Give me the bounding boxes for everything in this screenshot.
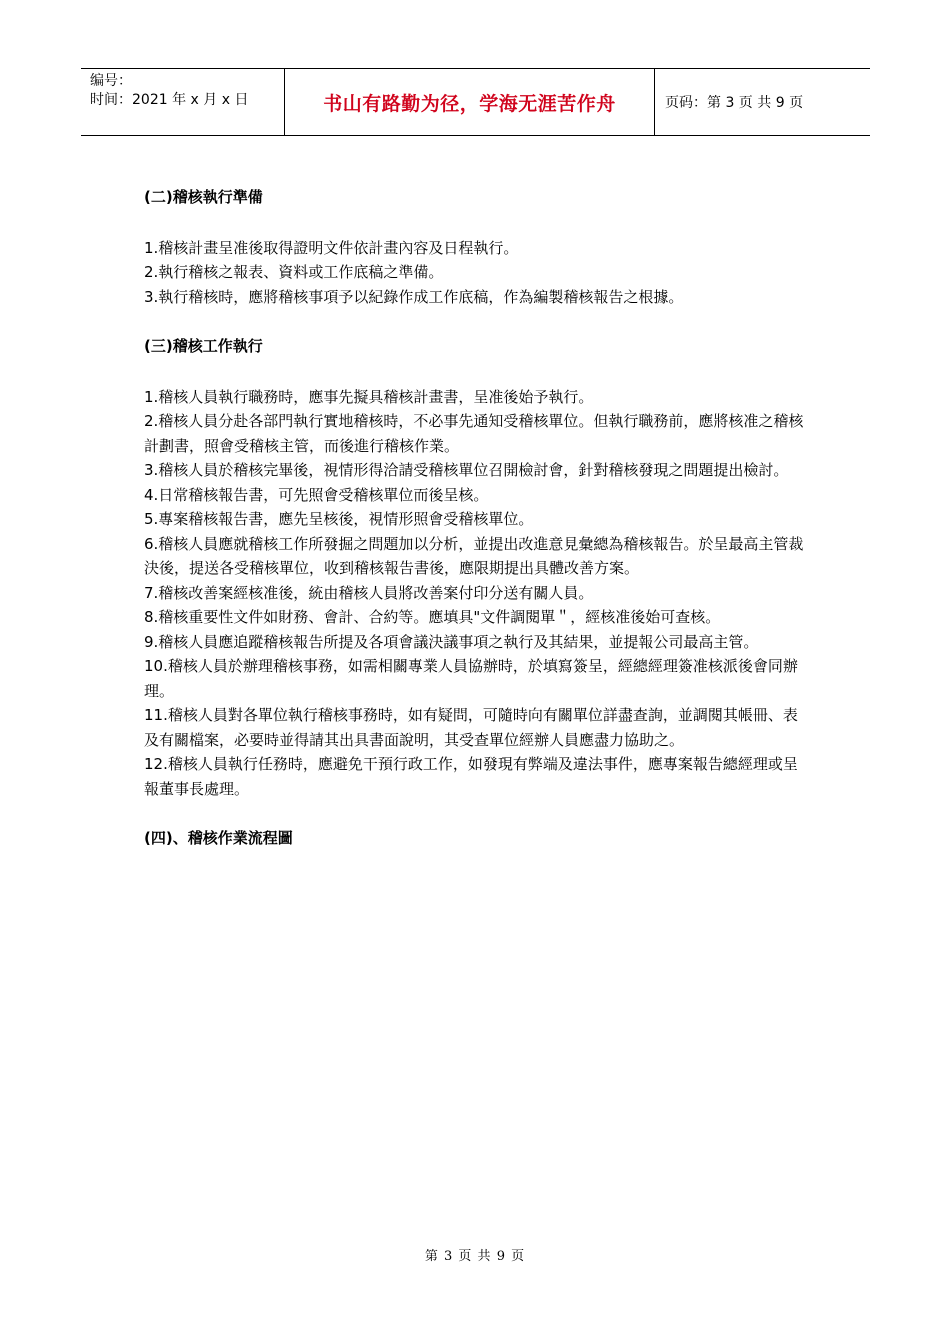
- header-motto: 书山有路勤为径，学海无涯苦作舟: [284, 69, 655, 135]
- header-page-info: 页码：第 3 页 共 9 页: [665, 95, 804, 111]
- list-item: 4.日常稽核報告書，可先照會受稽核單位而後呈核。: [144, 485, 489, 504]
- list-item: 2.稽核人員分赴各部門執行實地稽核時，不必事先通知受稽核單位。但執行職務前，應將核准之稽核計劃書，照會受稽核主管，而後進行稽核作業。: [144, 412, 804, 455]
- list-item: 3.執行稽核時，應將稽核事項予以紀錄作成工作底稿，作為編製稽核報告之根據。: [144, 287, 684, 306]
- section-title: (四)、稽核作業流程圖: [144, 829, 293, 847]
- section-items: [144, 385, 812, 802]
- list-item: 1.稽核人員執行職務時，應事先擬具稽核計畫書，呈准後始予執行。: [144, 387, 594, 406]
- section-title: (二)稽核執行準備: [144, 188, 263, 206]
- section-execution-prep: [144, 185, 812, 309]
- list-item: 8.稽核重要性文件如財務、會計、合約等。應填具"文件調閱單＂，經核准後始可查核。: [144, 608, 721, 626]
- section-audit-execution: [144, 334, 812, 801]
- list-item: 10.稽核人員於辦理稽核事務，如需相關專業人員協辦時，於填寫簽呈，經總經理簽准核派後會同辦理。: [144, 657, 798, 700]
- list-item: 6.稽核人員應就稽核工作所發掘之問題加以分析，並提出改進意見彙總為稽核報告。於呈最高主管裁決後，提送各受稽核單位，收到稽核報告書後，應限期提出具體改善方案。: [144, 534, 804, 577]
- list-item: 1.稽核計畫呈准後取得證明文件依計畫內容及日程執行。: [144, 238, 519, 257]
- section-flowchart: [144, 826, 812, 851]
- page-footer: 第 3 页 共 9 页: [424, 1249, 526, 1264]
- list-item: 12.稽核人員執行任務時，應避免干預行政工作，如發現有弊端及違法事件，應專案報告總經理或呈報董事長處理。: [144, 755, 798, 798]
- list-item: 11.稽核人員對各單位執行稽核事務時，如有疑問，可隨時向有關單位詳盡查詢，並調閱其帳冊、表及有關檔案，必要時並得請其出具書面說明，其受查單位經辦人員應盡力協助之。: [144, 706, 798, 749]
- header-meta-cell: [81, 69, 284, 135]
- list-item: 2.執行稽核之報表、資料或工作底稿之準備。: [144, 263, 444, 281]
- document-date: 时间：2021 年 x 月 x 日: [90, 92, 249, 108]
- list-item: 5.專案稽核報告書，應先呈核後，視情形照會受稽核單位。: [144, 510, 534, 528]
- list-item: 7.稽核改善案經核准後，統由稽核人員將改善案付印分送有關人員。: [144, 583, 594, 602]
- document-body: [144, 185, 812, 851]
- document-number-label: 编号：: [90, 73, 132, 89]
- section-title: (三)稽核工作執行: [144, 337, 263, 355]
- page-header: [81, 68, 870, 136]
- list-item: 9.稽核人員應追蹤稽核報告所提及各項會議決議事項之執行及其結果，並提報公司最高主管。: [144, 632, 759, 651]
- section-items: [144, 236, 812, 310]
- list-item: 3.稽核人員於稽核完畢後，視情形得洽請受稽核單位召開檢討會，針對稽核發現之問題提出檢討。: [144, 461, 789, 479]
